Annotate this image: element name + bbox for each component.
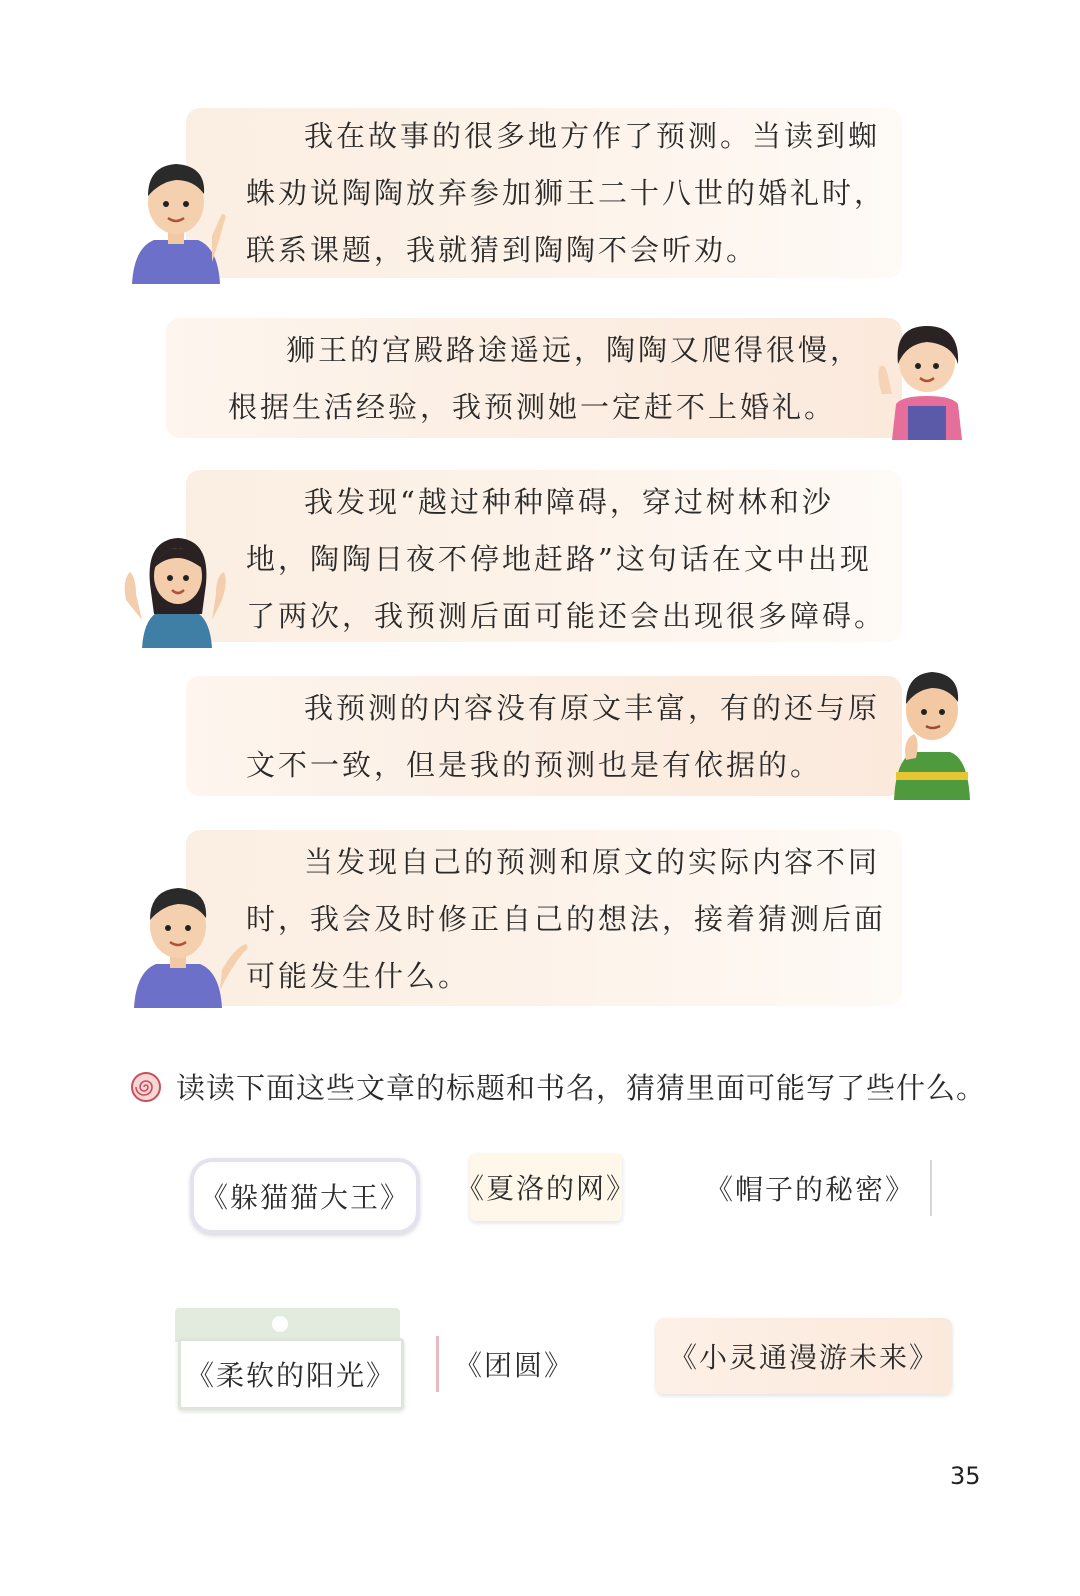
boy-character-icon: [124, 152, 228, 284]
page-number: 35: [950, 1462, 981, 1490]
title-card-2: 《夏洛的网》: [470, 1153, 622, 1221]
dialogue-text-2: 狮王的宫殿路途遥远，陶陶又爬得很慢，根据生活经验，我预测她一定赶不上婚礼。: [228, 333, 863, 424]
title-card-4: 《柔软的阳光》: [178, 1338, 404, 1410]
boy-character-icon: [126, 878, 250, 1008]
dialogue-text-5: 当发现自己的预测和原文的实际内容不同时，我会及时修正自己的想法，接着猜测后面可能发生什么。: [246, 845, 887, 993]
title-card-6: 《小灵通漫游未来》: [656, 1318, 952, 1394]
spiral-icon: [130, 1071, 162, 1103]
task-instruction: [130, 1066, 986, 1107]
title-card-1: 《躲猫猫大王》: [190, 1158, 420, 1234]
title-card-5: 《团圆》: [436, 1336, 589, 1392]
dialogue-text-3: 我发现“越过种种障碍，穿过树林和沙地，陶陶日夜不停地赶路”这句话在文中出现了两次，我预测后面可能还会出现很多障碍。: [246, 485, 887, 633]
boy-green-shirt-character-icon: [888, 662, 974, 800]
girl-pigtails-character-icon: [872, 314, 982, 440]
task-text: 读读下面这些文章的标题和书名，猜猜里面可能写了些什么。: [176, 1071, 987, 1105]
dialogue-text-1: 我在故事的很多地方作了预测。当读到蜘蛛劝说陶陶放弃参加狮王二十八世的婚礼时，联系课题，我就猜到陶陶不会听劝。: [246, 119, 887, 267]
title-card-3: 《帽子的秘密》: [690, 1160, 932, 1216]
dialogue-text-4: 我预测的内容没有原文丰富，有的还与原文不一致，但是我的预测也是有依据的。: [246, 691, 881, 782]
card-hole-decoration: [272, 1316, 288, 1332]
girl-long-hair-character-icon: [122, 524, 232, 648]
